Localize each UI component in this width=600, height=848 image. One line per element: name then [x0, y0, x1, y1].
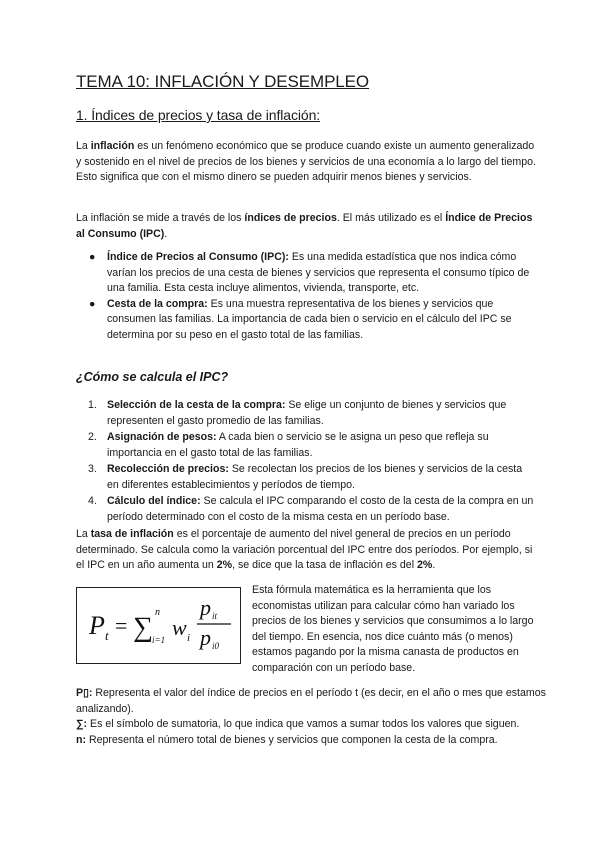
bullet-icon: ● — [89, 297, 96, 310]
sigma-icon: ∑ — [133, 612, 153, 643]
formula-lhs-sub: t — [105, 628, 109, 643]
formula-image — [76, 587, 241, 664]
bullet-item: ● Cesta de la compra: Es una muestra representativa de los bienes y servicios que consumen las familias. La importancia de cada bien o servicio en el cálculo del IPC se determina por su peso en el gasto total de las familias. — [89, 297, 512, 341]
measure-paragraph: La inflación se mide a través de los índices de precios. El más utilizado es el Índice de Precios al Consumo (IPC). — [76, 212, 533, 240]
formula-lhs: P — [89, 611, 105, 640]
formula-explanation: Esta fórmula matemática es la herramienta que los economistas utilizan para calcular cómo han variado los precios de los bienes y servicios que consumimos a lo largo del tiempo. En esencia, nos dice cuánto más (o menos) estamos pagando por la misma canasta de productos en comparación con un período base. — [252, 584, 534, 674]
formula-denominator-sub: i0 — [212, 641, 220, 651]
term-inflacion: inflación — [90, 140, 135, 152]
formula-weight: w — [172, 615, 187, 640]
bullet-item: ● Índice de Precios al Consumo (IPC): Es una medida estadística que nos indica cómo varían los precios de una cesta de bienes y servicios que representa el consumo típico de una familia. Esta cesta incluye alimentos, vivienda, transporte, etc. — [89, 251, 530, 294]
document-title: TEMA 10: INFLACIÓN Y DESEMPLEO — [76, 72, 370, 91]
step-item: 2. Asignación de pesos: A cada bien o servicio se le asigna un peso que refleja su importancia en el gasto total de las familias. — [88, 431, 489, 459]
formula-sigma-sub: i=1 — [152, 635, 166, 645]
bullet-icon: ● — [89, 251, 96, 263]
step-item: 1. Selección de la cesta de la compra: Se elige un conjunto de bienes y servicios que representen el gasto promedio de las familias. — [88, 399, 507, 427]
definition-bullet-list — [76, 250, 536, 343]
steps-list — [76, 398, 536, 526]
formula-weight-sub: i — [187, 632, 191, 644]
price-index-formula — [77, 588, 240, 663]
formula-definitions — [76, 686, 546, 748]
definition-line: ∑: Es el símbolo de sumatoria, lo que indica que vamos a sumar todos los valores que siguen. — [76, 718, 520, 730]
definition-line: n: Representa el número total de bienes y servicios que componen la cesta de la compra. — [76, 733, 498, 746]
section-heading: 1. Índices de precios y tasa de inflación: — [76, 107, 321, 123]
formula-numerator: p — [200, 595, 211, 620]
formula-denominator: p — [200, 625, 211, 650]
formula-sigma-sup: n — [155, 607, 160, 618]
formula-equals: = — [115, 613, 128, 638]
inflation-rate-paragraph: La tasa de inflación es el porcentaje de aumento del nivel general de precios en un período determinado. Se calcula como la variación porcentual del IPC entre dos períodos. Por ejemplo, si el IPC en un año aumenta un 2%, se dice que la tasa de inflación es del 2%. — [76, 528, 533, 571]
step-item: 4. Cálculo del índice: Se calcula el IPC comparando el costo de la cesta de la compra en un período determinado con el costo de la misma cesta en un período base. — [88, 495, 534, 523]
definition-line: P▯: Representa el valor del índice de precios en el período t (es decir, en el año o mes que estamos analizando). — [76, 687, 546, 715]
intro-paragraph: La inflación es un fenómeno económico que se produce cuando existe un aumento generalizado y sostenido en el nivel de precios de los bienes y servicios de una economía a lo largo del tiempo. Esto significa que con el mismo dinero se pueden adquirir menos bienes y servicios. — [76, 140, 536, 183]
subsection-heading: ¿Cómo se calcula el IPC? — [76, 370, 229, 384]
formula-numerator-sub: it — [212, 611, 218, 621]
step-item: 3. Recolección de precios: Se recolectan los precios de los bienes y servicios de la cesta en diferentes establecimientos y períodos de tiempo. — [88, 463, 523, 491]
